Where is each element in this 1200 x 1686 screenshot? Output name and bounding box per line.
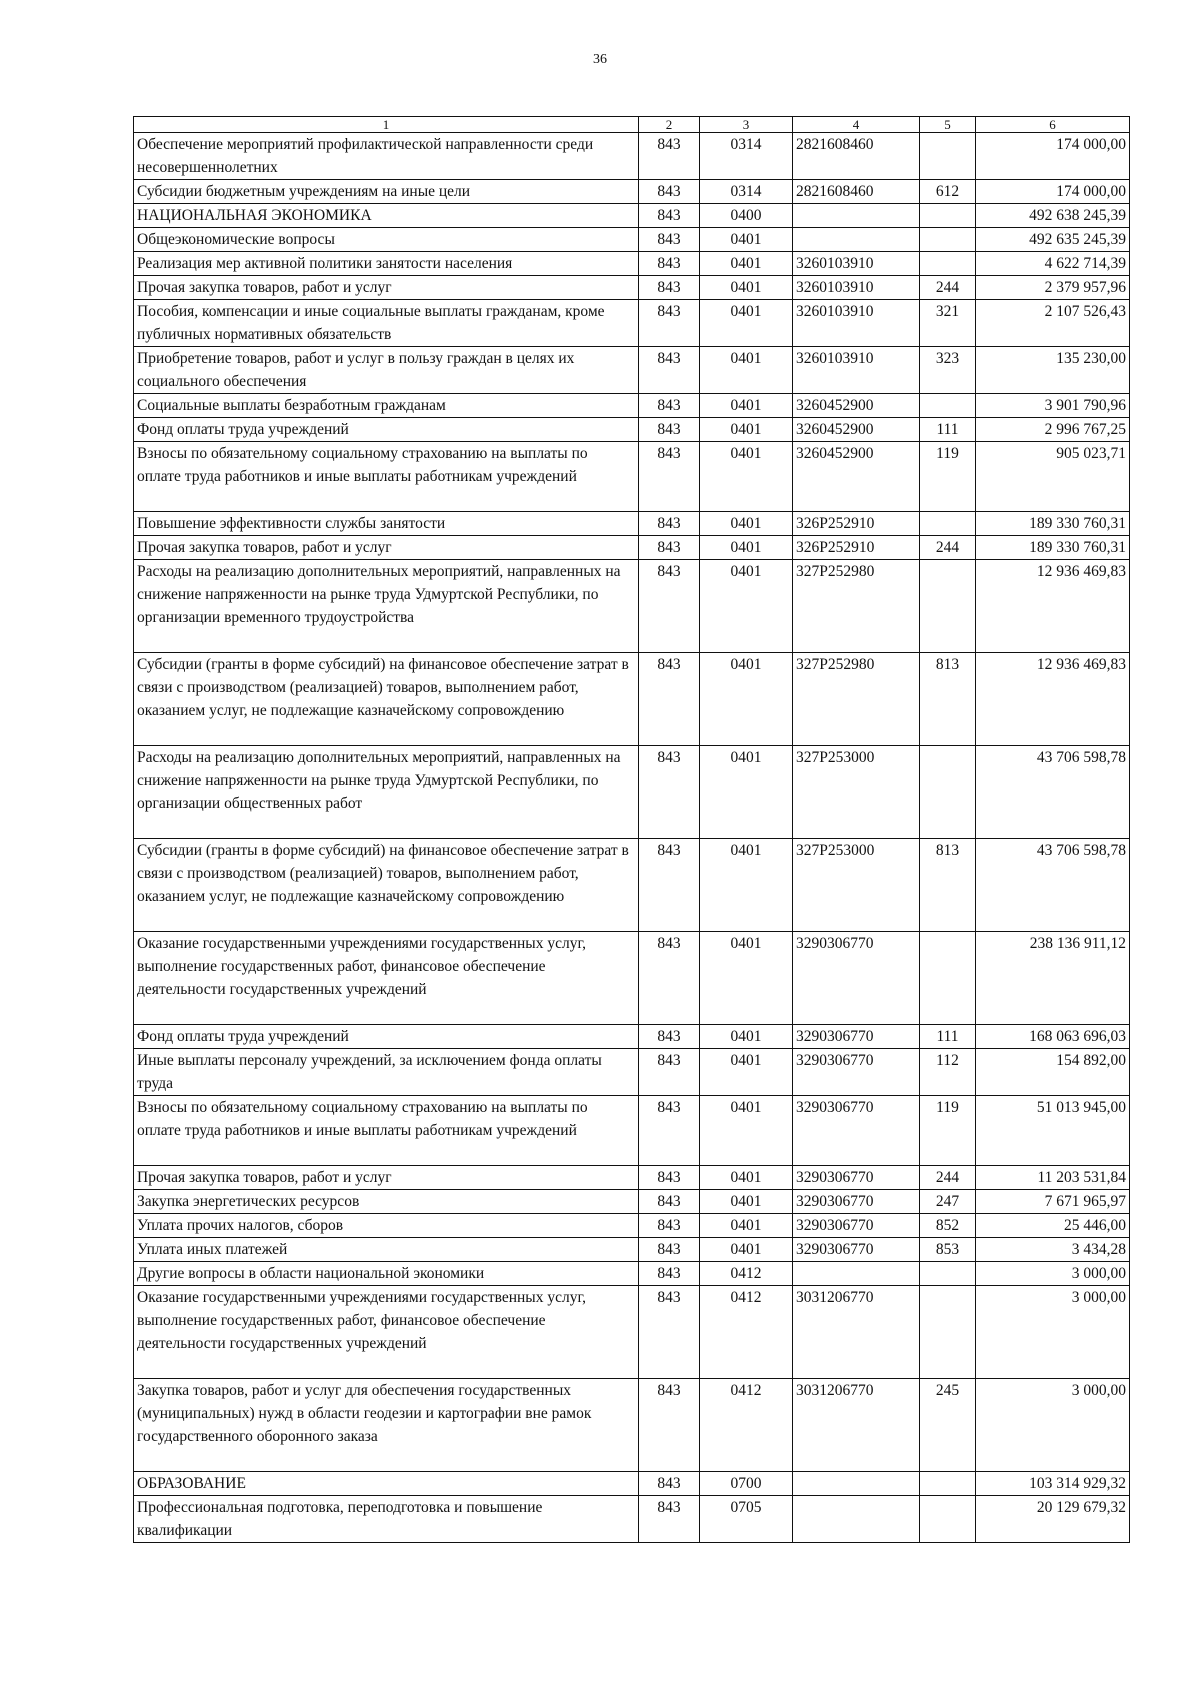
row-name-cell: Приобретение товаров, работ и услуг в пользу граждан в целях их социального обеспечения	[134, 347, 639, 394]
expense-type-cell	[920, 1496, 976, 1543]
table-header-row	[134, 117, 1130, 133]
expense-type-cell: 119	[920, 442, 976, 512]
table-row	[134, 839, 1130, 932]
table-row	[134, 1025, 1130, 1049]
section-code-cell: 0401	[700, 560, 793, 653]
target-article-cell: 327P253000	[793, 746, 920, 839]
section-code-cell: 0401	[700, 418, 793, 442]
expense-type-cell: 119	[920, 1096, 976, 1166]
ved-code-cell: 843	[639, 204, 700, 228]
target-article-cell: 3290306770	[793, 1096, 920, 1166]
amount-cell: 3 000,00	[976, 1379, 1130, 1472]
table-row	[134, 512, 1130, 536]
ved-code-cell: 843	[639, 1214, 700, 1238]
table-row	[134, 442, 1130, 512]
ved-code-cell: 843	[639, 1025, 700, 1049]
target-article-cell: 3260452900	[793, 394, 920, 418]
expense-type-cell	[920, 746, 976, 839]
table-row	[134, 1262, 1130, 1286]
table-row	[134, 560, 1130, 653]
table-row	[134, 1096, 1130, 1166]
section-code-cell: 0700	[700, 1472, 793, 1496]
table-row	[134, 1190, 1130, 1214]
table-row	[134, 228, 1130, 252]
amount-cell: 174 000,00	[976, 133, 1130, 180]
section-code-cell: 0401	[700, 512, 793, 536]
amount-cell: 25 446,00	[976, 1214, 1130, 1238]
section-code-cell: 0401	[700, 932, 793, 1025]
row-name-cell: Профессиональная подготовка, переподготовка и повышение квалификации	[134, 1496, 639, 1543]
section-code-cell: 0401	[700, 1096, 793, 1166]
target-article-cell	[793, 228, 920, 252]
amount-cell: 2 996 767,25	[976, 418, 1130, 442]
amount-cell: 174 000,00	[976, 180, 1130, 204]
expense-type-cell: 323	[920, 347, 976, 394]
target-article-cell	[793, 1496, 920, 1543]
target-article-cell: 327P252980	[793, 560, 920, 653]
target-article-cell: 2821608460	[793, 133, 920, 180]
ved-code-cell: 843	[639, 560, 700, 653]
expense-type-cell: 321	[920, 300, 976, 347]
row-name-cell: Реализация мер активной политики занятости населения	[134, 252, 639, 276]
target-article-cell: 327P253000	[793, 839, 920, 932]
expense-type-cell: 245	[920, 1379, 976, 1472]
section-code-cell: 0401	[700, 1190, 793, 1214]
expense-type-cell: 112	[920, 1049, 976, 1096]
row-name-cell: Обеспечение мероприятий профилактической направленности среди несовершеннолетних	[134, 133, 639, 180]
table-row	[134, 746, 1130, 839]
table-row	[134, 1214, 1130, 1238]
expense-type-cell: 813	[920, 839, 976, 932]
row-name-cell: Оказание государственными учреждениями государственных услуг, выполнение государственных работ, финансовое обеспечение деятельности государственных учреждений	[134, 932, 639, 1025]
section-code-cell: 0401	[700, 300, 793, 347]
budget-table	[133, 116, 1130, 1543]
row-name-cell: Прочая закупка товаров, работ и услуг	[134, 1166, 639, 1190]
target-article-cell: 3260103910	[793, 347, 920, 394]
ved-code-cell: 843	[639, 394, 700, 418]
row-name-cell: Закупка энергетических ресурсов	[134, 1190, 639, 1214]
amount-cell: 3 000,00	[976, 1286, 1130, 1379]
amount-cell: 3 901 790,96	[976, 394, 1130, 418]
row-name-cell: НАЦИОНАЛЬНАЯ ЭКОНОМИКА	[134, 204, 639, 228]
section-code-cell: 0401	[700, 394, 793, 418]
expense-type-cell: 111	[920, 418, 976, 442]
target-article-cell: 3260452900	[793, 418, 920, 442]
row-name-cell: Социальные выплаты безработным гражданам	[134, 394, 639, 418]
expense-type-cell	[920, 932, 976, 1025]
expense-type-cell	[920, 252, 976, 276]
row-name-cell: Прочая закупка товаров, работ и услуг	[134, 276, 639, 300]
table-body	[134, 133, 1130, 1543]
expense-type-cell: 612	[920, 180, 976, 204]
amount-cell: 3 434,28	[976, 1238, 1130, 1262]
row-name-cell: Повышение эффективности службы занятости	[134, 512, 639, 536]
section-code-cell: 0401	[700, 1214, 793, 1238]
target-article-cell: 3031206770	[793, 1379, 920, 1472]
row-name-cell: ОБРАЗОВАНИЕ	[134, 1472, 639, 1496]
target-article-cell: 3031206770	[793, 1286, 920, 1379]
amount-cell: 2 107 526,43	[976, 300, 1130, 347]
ved-code-cell: 843	[639, 1049, 700, 1096]
target-article-cell	[793, 1262, 920, 1286]
target-article-cell: 3290306770	[793, 1238, 920, 1262]
ved-code-cell: 843	[639, 1190, 700, 1214]
table-row	[134, 394, 1130, 418]
section-code-cell: 0401	[700, 1238, 793, 1262]
ved-code-cell: 843	[639, 442, 700, 512]
row-name-cell: Другие вопросы в области национальной экономики	[134, 1262, 639, 1286]
row-name-cell: Субсидии бюджетным учреждениям на иные цели	[134, 180, 639, 204]
ved-code-cell: 843	[639, 1472, 700, 1496]
section-code-cell: 0401	[700, 252, 793, 276]
column-header: 5	[920, 117, 976, 133]
ved-code-cell: 843	[639, 512, 700, 536]
target-article-cell: 3260103910	[793, 300, 920, 347]
target-article-cell: 326P252910	[793, 536, 920, 560]
ved-code-cell: 843	[639, 1166, 700, 1190]
ved-code-cell: 843	[639, 252, 700, 276]
row-name-cell: Уплата прочих налогов, сборов	[134, 1214, 639, 1238]
expense-type-cell	[920, 228, 976, 252]
expense-type-cell: 111	[920, 1025, 976, 1049]
section-code-cell: 0412	[700, 1379, 793, 1472]
section-code-cell: 0401	[700, 347, 793, 394]
ved-code-cell: 843	[639, 839, 700, 932]
table-row	[134, 252, 1130, 276]
row-name-cell: Пособия, компенсации и иные социальные выплаты гражданам, кроме публичных нормативных обязательств	[134, 300, 639, 347]
table-row	[134, 1472, 1130, 1496]
section-code-cell: 0401	[700, 746, 793, 839]
column-header: 3	[700, 117, 793, 133]
expense-type-cell	[920, 394, 976, 418]
ved-code-cell: 843	[639, 418, 700, 442]
row-name-cell: Расходы на реализацию дополнительных мероприятий, направленных на снижение напряженности на рынке труда Удмуртской Республики, по организации общественных работ	[134, 746, 639, 839]
table-row	[134, 1286, 1130, 1379]
ved-code-cell: 843	[639, 1262, 700, 1286]
row-name-cell: Оказание государственными учреждениями государственных услуг, выполнение государственных работ, финансовое обеспечение деятельности государственных учреждений	[134, 1286, 639, 1379]
amount-cell: 905 023,71	[976, 442, 1130, 512]
expense-type-cell	[920, 1472, 976, 1496]
target-article-cell: 3260452900	[793, 442, 920, 512]
row-name-cell: Субсидии (гранты в форме субсидий) на финансовое обеспечение затрат в связи с производством (реализацией) товаров, выполнением работ, оказанием услуг, не подлежащие казначейскому сопровождению	[134, 653, 639, 746]
section-code-cell: 0401	[700, 1025, 793, 1049]
target-article-cell	[793, 204, 920, 228]
amount-cell: 168 063 696,03	[976, 1025, 1130, 1049]
section-code-cell: 0401	[700, 442, 793, 512]
ved-code-cell: 843	[639, 1379, 700, 1472]
row-name-cell: Иные выплаты персоналу учреждений, за исключением фонда оплаты труда	[134, 1049, 639, 1096]
section-code-cell: 0401	[700, 276, 793, 300]
section-code-cell: 0401	[700, 839, 793, 932]
amount-cell: 103 314 929,32	[976, 1472, 1130, 1496]
ved-code-cell: 843	[639, 133, 700, 180]
amount-cell: 2 379 957,96	[976, 276, 1130, 300]
column-header: 1	[134, 117, 639, 133]
row-name-cell: Уплата иных платежей	[134, 1238, 639, 1262]
amount-cell: 492 635 245,39	[976, 228, 1130, 252]
table-row	[134, 276, 1130, 300]
target-article-cell: 327P252980	[793, 653, 920, 746]
expense-type-cell: 813	[920, 653, 976, 746]
target-article-cell: 3290306770	[793, 1214, 920, 1238]
section-code-cell: 0400	[700, 204, 793, 228]
ved-code-cell: 843	[639, 746, 700, 839]
table-row	[134, 1049, 1130, 1096]
ved-code-cell: 843	[639, 300, 700, 347]
amount-cell: 3 000,00	[976, 1262, 1130, 1286]
amount-cell: 12 936 469,83	[976, 560, 1130, 653]
section-code-cell: 0401	[700, 1166, 793, 1190]
expense-type-cell	[920, 1286, 976, 1379]
ved-code-cell: 843	[639, 932, 700, 1025]
amount-cell: 135 230,00	[976, 347, 1130, 394]
table-row	[134, 347, 1130, 394]
expense-type-cell: 853	[920, 1238, 976, 1262]
expense-type-cell: 247	[920, 1190, 976, 1214]
expense-type-cell	[920, 512, 976, 536]
ved-code-cell: 843	[639, 1496, 700, 1543]
expense-type-cell: 244	[920, 1166, 976, 1190]
target-article-cell: 326P252910	[793, 512, 920, 536]
expense-type-cell	[920, 133, 976, 180]
ved-code-cell: 843	[639, 228, 700, 252]
section-code-cell: 0401	[700, 653, 793, 746]
ved-code-cell: 843	[639, 536, 700, 560]
table-row	[134, 1238, 1130, 1262]
target-article-cell: 3290306770	[793, 1190, 920, 1214]
section-code-cell: 0401	[700, 536, 793, 560]
column-header: 2	[639, 117, 700, 133]
target-article-cell: 3290306770	[793, 1025, 920, 1049]
section-code-cell: 0412	[700, 1262, 793, 1286]
table-row	[134, 1496, 1130, 1543]
amount-cell: 12 936 469,83	[976, 653, 1130, 746]
row-name-cell: Фонд оплаты труда учреждений	[134, 1025, 639, 1049]
expense-type-cell: 244	[920, 536, 976, 560]
amount-cell: 492 638 245,39	[976, 204, 1130, 228]
expense-type-cell	[920, 204, 976, 228]
amount-cell: 189 330 760,31	[976, 512, 1130, 536]
column-header: 4	[793, 117, 920, 133]
amount-cell: 11 203 531,84	[976, 1166, 1130, 1190]
row-name-cell: Закупка товаров, работ и услуг для обеспечения государственных (муниципальных) нужд в области геодезии и картографии вне рамок государственного оборонного заказа	[134, 1379, 639, 1472]
amount-cell: 4 622 714,39	[976, 252, 1130, 276]
row-name-cell: Субсидии (гранты в форме субсидий) на финансовое обеспечение затрат в связи с производством (реализацией) товаров, выполнением работ, оказанием услуг, не подлежащие казначейскому сопровождению	[134, 839, 639, 932]
target-article-cell: 2821608460	[793, 180, 920, 204]
table-row	[134, 133, 1130, 180]
amount-cell: 189 330 760,31	[976, 536, 1130, 560]
target-article-cell: 3290306770	[793, 1049, 920, 1096]
row-name-cell: Общеэкономические вопросы	[134, 228, 639, 252]
table-row	[134, 932, 1130, 1025]
ved-code-cell: 843	[639, 1096, 700, 1166]
target-article-cell: 3260103910	[793, 252, 920, 276]
row-name-cell: Взносы по обязательному социальному страхованию на выплаты по оплате труда работников и иные выплаты работникам учреждений	[134, 442, 639, 512]
amount-cell: 20 129 679,32	[976, 1496, 1130, 1543]
target-article-cell	[793, 1472, 920, 1496]
page-number: 36	[593, 52, 607, 67]
table-row	[134, 536, 1130, 560]
table-row	[134, 300, 1130, 347]
row-name-cell: Взносы по обязательному социальному страхованию на выплаты по оплате труда работников и иные выплаты работникам учреждений	[134, 1096, 639, 1166]
row-name-cell: Фонд оплаты труда учреждений	[134, 418, 639, 442]
table-row	[134, 653, 1130, 746]
table-row	[134, 418, 1130, 442]
amount-cell: 7 671 965,97	[976, 1190, 1130, 1214]
section-code-cell: 0314	[700, 133, 793, 180]
section-code-cell: 0401	[700, 1049, 793, 1096]
table-row	[134, 1166, 1130, 1190]
expense-type-cell	[920, 560, 976, 653]
expense-type-cell: 244	[920, 276, 976, 300]
expense-type-cell	[920, 1262, 976, 1286]
ved-code-cell: 843	[639, 276, 700, 300]
ved-code-cell: 843	[639, 1286, 700, 1379]
amount-cell: 154 892,00	[976, 1049, 1130, 1096]
section-code-cell: 0412	[700, 1286, 793, 1379]
section-code-cell: 0314	[700, 180, 793, 204]
ved-code-cell: 843	[639, 653, 700, 746]
ved-code-cell: 843	[639, 180, 700, 204]
table-row	[134, 1379, 1130, 1472]
expense-type-cell: 852	[920, 1214, 976, 1238]
column-header: 6	[976, 117, 1130, 133]
row-name-cell: Прочая закупка товаров, работ и услуг	[134, 536, 639, 560]
target-article-cell: 3290306770	[793, 1166, 920, 1190]
amount-cell: 238 136 911,12	[976, 932, 1130, 1025]
table-row	[134, 180, 1130, 204]
table-row	[134, 204, 1130, 228]
ved-code-cell: 843	[639, 347, 700, 394]
amount-cell: 51 013 945,00	[976, 1096, 1130, 1166]
ved-code-cell: 843	[639, 1238, 700, 1262]
target-article-cell: 3290306770	[793, 932, 920, 1025]
section-code-cell: 0401	[700, 228, 793, 252]
section-code-cell: 0705	[700, 1496, 793, 1543]
amount-cell: 43 706 598,78	[976, 746, 1130, 839]
target-article-cell: 3260103910	[793, 276, 920, 300]
amount-cell: 43 706 598,78	[976, 839, 1130, 932]
row-name-cell: Расходы на реализацию дополнительных мероприятий, направленных на снижение напряженности на рынке труда Удмуртской Республики, по организации временного трудоустройства	[134, 560, 639, 653]
